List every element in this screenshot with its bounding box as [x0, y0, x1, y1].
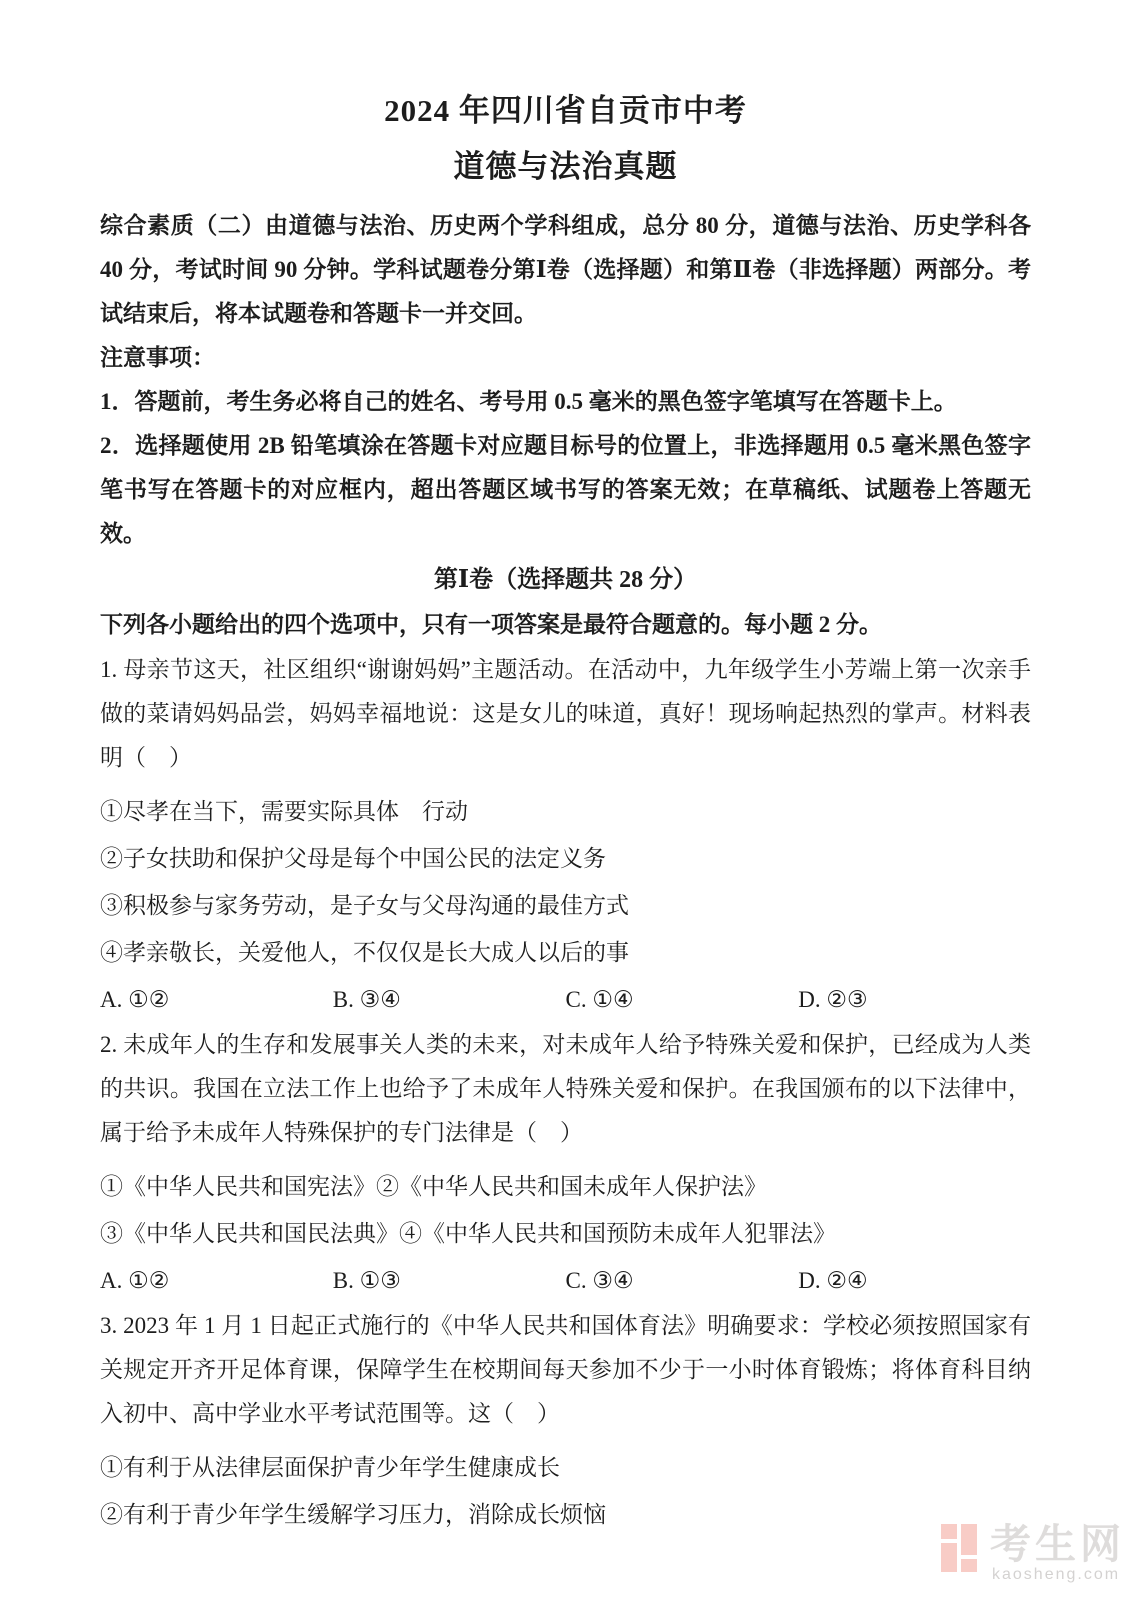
statement-item-2: ②有利于青少年学生缓解学习压力，消除成长烦恼	[100, 1502, 606, 1527]
statement-item-1: ①有利于从法律层面保护青少年学生健康成长	[100, 1455, 560, 1480]
watermark	[941, 1521, 1125, 1584]
watermark-text	[990, 1521, 1125, 1584]
choice-c: C. ①④	[565, 987, 634, 1012]
statement-item-2: ②子女扶助和保护父母是每个中国公民的法定义务	[100, 846, 606, 871]
statement-item-1: ①《中华人民共和国宪法》②《中华人民共和国未成年人保护法》	[100, 1174, 767, 1199]
watermark-site-url: kaosheng.com	[992, 1566, 1121, 1583]
statement-item-1: ①尽孝在当下，需要实际具体 行动	[100, 799, 468, 824]
choice-c: C. ③④	[565, 1268, 634, 1293]
statement-item-3: ③积极参与家务劳动，是子女与父母沟通的最佳方式	[100, 893, 629, 918]
statement-item-4: ④孝亲敬长，关爱他人，不仅仅是长大成人以后的事	[100, 940, 629, 965]
question-2-stem: 2. 未成年人的生存和发展事关人类的未来，对未成年人给予特殊关爱和保护，已经成为人类的共识。我国在立法工作上也给予了未成年人特殊关爱和保护。在我国颁布的以下法律中，属于给予未成年人特殊保护的专门法律是（ ）	[100, 1032, 1031, 1145]
intro-paragraph: 综合素质（二）由道德与法治、历史两个学科组成，总分 80 分，道德与法治、历史学科各 40 分，考试时间 90 分钟。学科试题卷分第Ⅰ卷（选择题）和第Ⅱ卷（非选择题）两部分。考试结束后，将本试题卷和答题卡一并交回。	[100, 213, 1031, 326]
note-item-2: 2．选择题使用 2B 铅笔填涂在答题卡对应题目标号的位置上，非选择题用 0.5 毫米黑色签字笔书写在答题卡的对应框内，超出答题区域书写的答案无效；在草稿纸、试题卷上答题无效。	[100, 433, 1031, 546]
watermark-site-name: 考生网	[990, 1521, 1125, 1567]
logo-block	[961, 1524, 977, 1555]
question-1-choices	[100, 976, 1031, 1023]
choice-d: D. ②③	[798, 987, 868, 1012]
question-3-items	[100, 1444, 1031, 1538]
note-item-1: 1．答题前，考生务必将自己的姓名、考号用 0.5 毫米的黑色签字笔填写在答题卡上。	[100, 389, 957, 414]
kaosheng-logo-icon	[941, 1524, 978, 1572]
question-2-items	[100, 1163, 1031, 1257]
question-1-items	[100, 788, 1031, 976]
choice-b: B. ③④	[332, 987, 401, 1012]
logo-block	[961, 1559, 977, 1572]
choice-a: A. ①②	[100, 1268, 170, 1293]
section-note: 下列各小题给出的四个选项中，只有一项答案是最符合题意的。每小题 2 分。	[100, 612, 882, 637]
statement-item-2: ③《中华人民共和国民法典》④《中华人民共和国预防未成年人犯罪法》	[100, 1221, 836, 1246]
logo-block	[941, 1543, 957, 1572]
page-title: 2024 年四川省自贡市中考	[384, 93, 747, 128]
logo-block	[941, 1524, 957, 1539]
section-heading: 第Ⅰ卷（选择题共 28 分）	[433, 567, 698, 593]
question-2	[100, 1023, 1031, 1304]
choice-a: A. ①②	[100, 987, 170, 1012]
question-3	[100, 1304, 1031, 1538]
question-1-stem: 1. 母亲节这天，社区组织“谢谢妈妈”主题活动。在活动中，九年级学生小芳端上第一次亲手做的菜请妈妈品尝，妈妈幸福地说：这是女儿的味道，真好！现场响起热烈的掌声。材料表明（ ）	[100, 657, 1031, 770]
question-1	[100, 648, 1031, 1023]
choice-b: B. ①③	[332, 1268, 401, 1293]
notes-heading: 注意事项：	[100, 345, 215, 370]
question-3-stem: 3. 2023 年 1 月 1 日起正式施行的《中华人民共和国体育法》明确要求：学校必须按照国家有关规定开齐开足体育课，保障学生在校期间每天参加不少于一小时体育锻炼；将体育科目纳入初中、高中学业水平考试范围等。这（ ）	[100, 1313, 1031, 1426]
choice-d: D. ②④	[798, 1268, 868, 1293]
question-2-choices	[100, 1257, 1031, 1304]
page-subtitle: 道德与法治真题	[453, 149, 678, 184]
